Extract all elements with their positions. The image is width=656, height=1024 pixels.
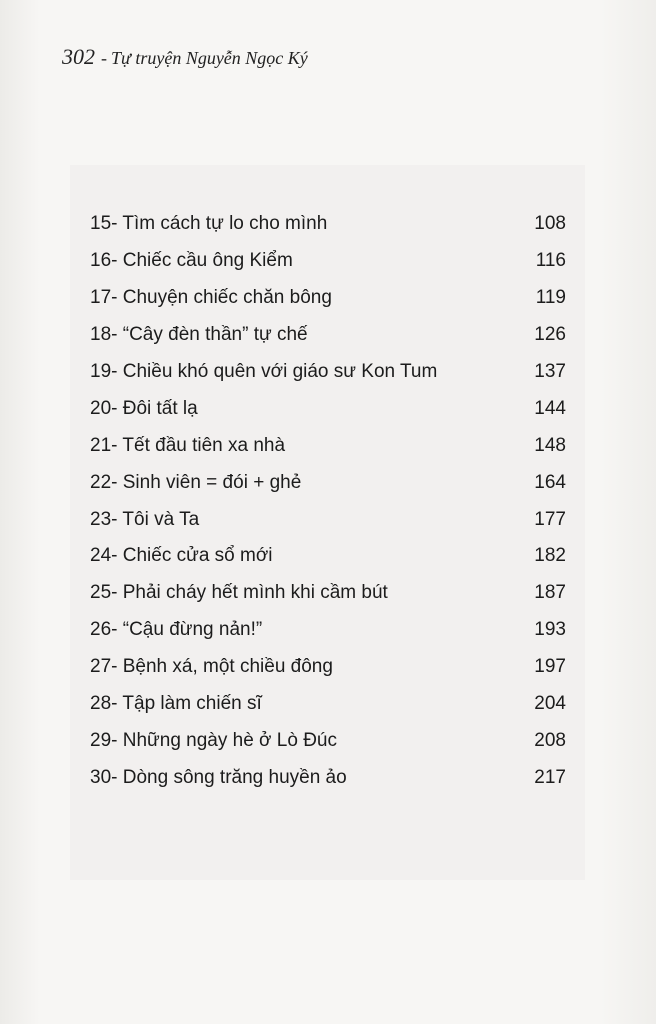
toc-entry-title: 18- “Cây đèn thần” tự chế bbox=[90, 324, 308, 346]
toc-entry-page: 197 bbox=[534, 656, 566, 678]
page-header bbox=[62, 44, 308, 70]
toc-entry-title: 19- Chiều khó quên với giáo sư Kon Tum bbox=[90, 361, 438, 382]
toc-entry-page: 116 bbox=[535, 250, 566, 272]
toc-entry-page: 208 bbox=[534, 729, 566, 751]
toc-entry-page: 217 bbox=[534, 766, 566, 788]
toc-entry bbox=[90, 280, 566, 317]
page-number: 302 bbox=[62, 44, 95, 69]
toc-entry-title: 16- Chiếc cầu ông Kiểm bbox=[90, 250, 293, 272]
toc-entry bbox=[90, 464, 566, 501]
toc-entry-title: 21- Tết đầu tiên xa nhà bbox=[90, 434, 286, 456]
toc-entry-title: 27- Bệnh xá, một chiều đông bbox=[90, 656, 333, 678]
toc-entry-page: 148 bbox=[534, 434, 566, 456]
toc-entry-title: 17- Chuyện chiếc chăn bông bbox=[90, 287, 332, 309]
toc-entry-page: 164 bbox=[534, 471, 566, 493]
toc-entry bbox=[90, 686, 566, 723]
toc-entry bbox=[90, 206, 566, 243]
toc-entry-page: 187 bbox=[534, 582, 566, 604]
toc-entry bbox=[90, 243, 566, 280]
toc-entry bbox=[90, 354, 566, 391]
toc-entry-title: 20- Đôi tất lạ bbox=[90, 397, 198, 419]
table-of-contents bbox=[90, 206, 566, 796]
toc-entry-title: 24- Chiếc cửa sổ mới bbox=[90, 545, 273, 567]
toc-entry-title: 22- Sinh viên = đói + ghẻ bbox=[90, 471, 302, 493]
toc-entry-page: 137 bbox=[534, 361, 566, 382]
toc-entry-page: 144 bbox=[534, 397, 566, 419]
toc-entry-page: 193 bbox=[534, 619, 566, 641]
toc-entry-title: 25- Phải cháy hết mình khi cầm bút bbox=[90, 582, 388, 604]
toc-entry-page: 182 bbox=[534, 545, 566, 567]
toc-entry bbox=[90, 317, 566, 354]
toc-entry-page: 177 bbox=[534, 508, 566, 530]
toc-entry-title: 26- “Cậu đừng nản!” bbox=[90, 619, 263, 641]
toc-entry-title: 30- Dòng sông trăng huyền ảo bbox=[90, 766, 347, 788]
toc-entry bbox=[90, 722, 566, 759]
toc-entry-title: 29- Những ngày hè ở Lò Đúc bbox=[90, 729, 337, 751]
toc-entry-page: 204 bbox=[534, 693, 566, 715]
toc-entry bbox=[90, 612, 566, 649]
toc-entry bbox=[90, 575, 566, 612]
toc-entry bbox=[90, 538, 566, 575]
toc-entry-page: 108 bbox=[534, 213, 566, 235]
toc-entry-title: 23- Tôi và Ta bbox=[90, 508, 200, 530]
toc-entry bbox=[90, 759, 566, 796]
toc-entry bbox=[90, 501, 566, 538]
toc-entry-page: 126 bbox=[534, 324, 566, 346]
toc-entry bbox=[90, 649, 566, 686]
toc-entry bbox=[90, 390, 566, 427]
toc-entry-title: 15- Tìm cách tự lo cho mình bbox=[90, 213, 328, 235]
header-separator: - bbox=[101, 48, 107, 68]
toc-entry bbox=[90, 427, 566, 464]
running-title: Tự truyện Nguyễn Ngọc Ký bbox=[111, 48, 308, 68]
toc-entry-page: 119 bbox=[535, 287, 566, 309]
toc-entry-title: 28- Tập làm chiến sĩ bbox=[90, 693, 262, 715]
